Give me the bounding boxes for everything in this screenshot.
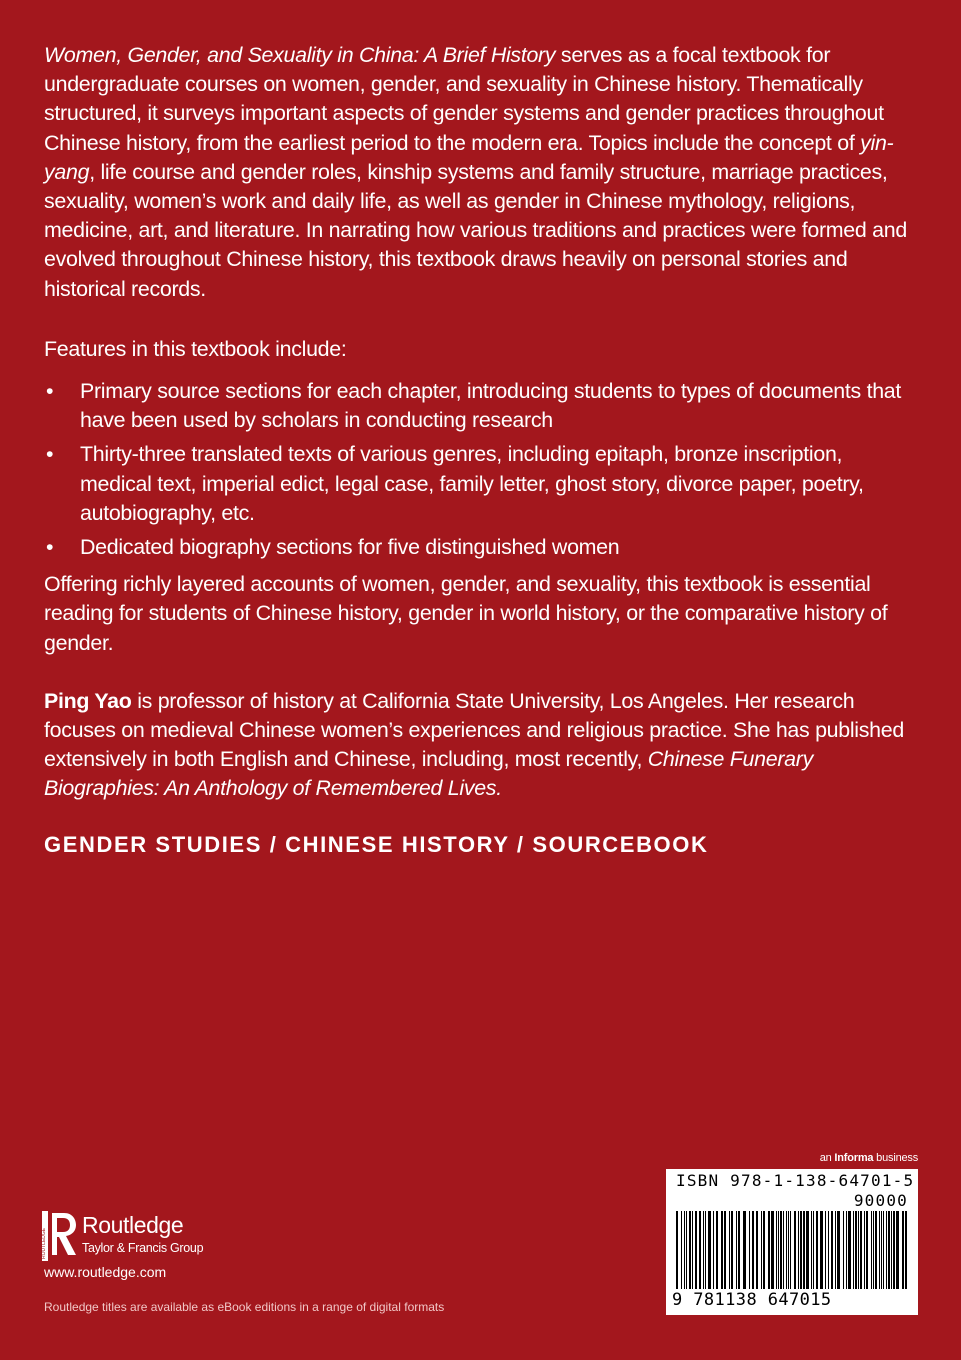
- features-list: [44, 377, 918, 562]
- barcode-bar: [771, 1211, 774, 1289]
- barcode-bar: [886, 1211, 887, 1289]
- barcode-bar: [873, 1211, 874, 1289]
- barcode-bar: [692, 1211, 693, 1289]
- barcode-bar: [888, 1211, 890, 1289]
- barcode-bar: [768, 1211, 770, 1289]
- price-addon-code: 90000: [853, 1191, 908, 1210]
- barcode-bar: [883, 1211, 884, 1289]
- barcode-bar: [902, 1211, 904, 1289]
- barcode-bar: [676, 1211, 678, 1289]
- barcode-bar: [905, 1211, 907, 1289]
- barcode-bar: [855, 1211, 857, 1289]
- isbn-text: ISBN 978-1-138-64701-5: [676, 1171, 915, 1190]
- barcode-bar: [828, 1211, 829, 1289]
- barcode-bar: [738, 1211, 740, 1289]
- barcode-bar: [853, 1211, 854, 1289]
- barcode-bar: [749, 1211, 750, 1289]
- barcode-bar: [866, 1211, 868, 1289]
- barcode-bar: [686, 1211, 687, 1289]
- barcode-bar: [699, 1211, 701, 1289]
- barcode-bar: [780, 1211, 782, 1289]
- barcode-bar: [721, 1211, 723, 1289]
- barcode-bar: [752, 1211, 754, 1289]
- author-name: Ping Yao: [44, 688, 132, 713]
- barcode-bar: [806, 1211, 809, 1289]
- author-bio: Ping Yao is professor of history at California State University, Los Angeles. Her research focuses on medieval Chinese women’s experiences and religious practice. She has published extensively in both English and Chinese, including, most recently, Chinese Funerary Biographies: An Anthology of Remembered Lives.: [44, 688, 904, 801]
- barcode-bar: [813, 1211, 814, 1289]
- barcode-bar: [871, 1211, 872, 1289]
- barcode-bar: [879, 1211, 880, 1289]
- barcode-bar: [843, 1211, 844, 1289]
- blurb: [44, 41, 918, 859]
- bullet-icon: •: [46, 442, 54, 467]
- yin-yang-term: yin-yang: [44, 130, 894, 184]
- barcode-bar: [835, 1211, 836, 1289]
- publisher-name: Routledge: [82, 1212, 184, 1238]
- barcode-bar: [778, 1211, 779, 1289]
- publisher-group: Taylor & Francis Group: [82, 1241, 204, 1255]
- barcode-bar: [788, 1211, 789, 1289]
- barcode-bar: [736, 1211, 737, 1289]
- subject-categories: GENDER STUDIES / CHINESE HISTORY / SOURCEBOOK: [44, 831, 709, 857]
- barcode-bar: [689, 1211, 691, 1289]
- barcode-bar: [891, 1211, 892, 1289]
- barcode-bar: [776, 1211, 777, 1289]
- list-item: • Dedicated biography sections for five distinguished women: [44, 533, 918, 562]
- barcode-bar: [864, 1211, 865, 1289]
- barcode-bar: [846, 1211, 847, 1289]
- barcode-bar: [724, 1211, 726, 1289]
- barcode-bar: [858, 1211, 859, 1289]
- intro-paragraph: Women, Gender, and Sexuality in China: A Brief History serves as a focal textbook for undergraduate courses on women, gender, and sexuality in Chinese history. Thematically structured, it surveys important aspects of gender systems and gender practices throughout Chinese history, from the earliest period to the modern era. Topics include the concept of yin-yang, life course and gender roles, kinship systems and family structure, marriage practices, sexuality, women’s work and daily life, as well as gender in Chinese mythology, religions, medicine, art, and literature. In narrating how various traditions and practices were formed and evolved throughout Chinese history, this textbook draws heavily on personal stories and historical records.: [44, 43, 907, 301]
- barcode-bar: [729, 1211, 730, 1289]
- bullet-icon: •: [46, 535, 54, 560]
- isbn-barcode: [666, 1169, 918, 1315]
- barcode-bar: [811, 1211, 812, 1289]
- barcode-bar: [761, 1211, 762, 1289]
- svg-text:ROUTLEDGE: ROUTLEDGE: [41, 1227, 47, 1259]
- offering-paragraph: Offering richly layered accounts of women, gender, and sexuality, this textbook is essential reading for students of Chinese history, gender in world history, or the comparative history of gender.: [44, 572, 888, 655]
- author-book-title: Chinese Funerary Biographies: An Anthology of Remembered Lives.: [44, 747, 813, 801]
- barcode-bar: [713, 1211, 714, 1289]
- barcode-bar: [703, 1211, 704, 1289]
- informa-tagline: an Informa business: [819, 1152, 918, 1164]
- barcode-bar: [763, 1211, 765, 1289]
- barcode-bar: [716, 1211, 718, 1289]
- barcode-bar: [798, 1211, 799, 1289]
- barcode-bar: [837, 1211, 840, 1289]
- list-item: • Primary source sections for each chapter, introducing students to types of documents that have been used by scholars in conducting research: [46, 379, 902, 433]
- barcode-bar: [831, 1211, 833, 1289]
- barcode-bar: [893, 1211, 895, 1289]
- routledge-logo-icon: [42, 1211, 78, 1261]
- barcode-bars: [674, 1211, 910, 1291]
- bullet-icon: •: [46, 379, 54, 404]
- barcode-bar: [820, 1211, 823, 1289]
- barcode-bar: [881, 1211, 882, 1289]
- barcode-bar: [860, 1211, 862, 1289]
- ebook-note: Routledge titles are available as eBook editions in a range of digital formats: [44, 1300, 445, 1314]
- barcode-bar: [803, 1211, 805, 1289]
- list-item: • Thirty-three translated texts of various genres, including epitaph, bronze inscription, medical text, imperial edict, legal case, family letter, ghost story, divorce paper, poetry, autobiography, etc.: [46, 442, 864, 525]
- barcode-bar: [684, 1211, 685, 1289]
- ean-digits: 9 781138 647015: [672, 1290, 832, 1310]
- barcode-bar: [705, 1211, 706, 1289]
- barcode-bar: [848, 1211, 851, 1289]
- publisher-website: www.routledge.com: [44, 1264, 167, 1280]
- barcode-bar: [756, 1211, 758, 1289]
- barcode-bar: [743, 1211, 746, 1289]
- barcode-bar: [708, 1211, 711, 1289]
- barcode-bar: [783, 1211, 784, 1289]
- features-heading: Features in this textbook include:: [44, 336, 347, 361]
- barcode-bar: [794, 1211, 796, 1289]
- barcode-bar: [816, 1211, 818, 1289]
- barcode-bar: [731, 1211, 733, 1289]
- barcode-bar: [800, 1211, 802, 1289]
- book-title: Women, Gender, and Sexuality in China: A Brief History: [44, 43, 556, 67]
- barcode-bar: [875, 1211, 877, 1289]
- barcode-bar: [695, 1211, 697, 1289]
- barcode-bar: [896, 1211, 899, 1289]
- barcode-bar: [790, 1211, 791, 1289]
- barcode-bar: [825, 1211, 826, 1289]
- barcode-bar: [681, 1211, 682, 1289]
- barcode-bar: [786, 1211, 787, 1289]
